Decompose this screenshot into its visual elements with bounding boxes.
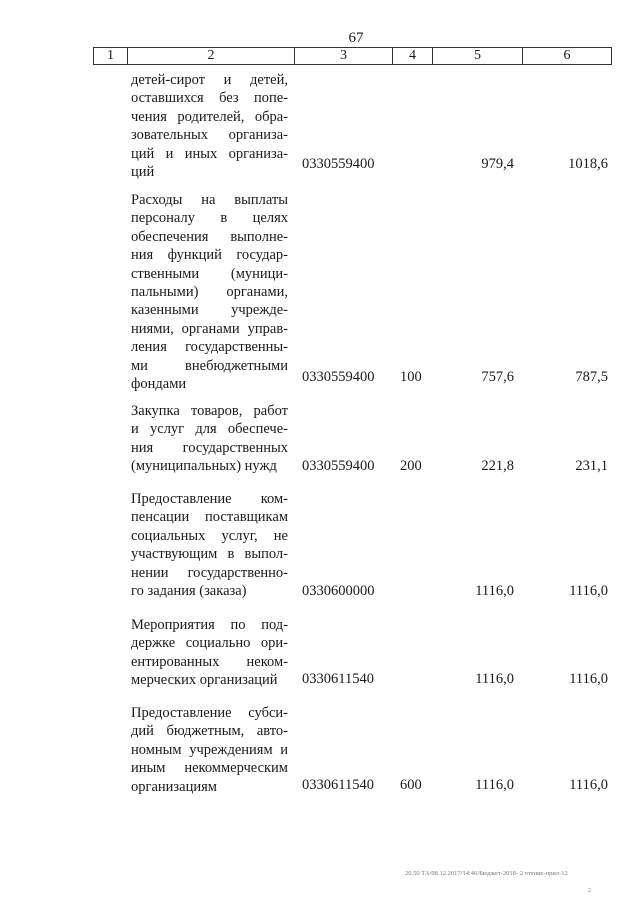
description-line: казенными учрежде- (131, 302, 288, 319)
row-value-col6: 1116,0 (569, 777, 608, 793)
description-line: обеспечения выполне- (131, 228, 288, 245)
description-line: пальными) органами, (131, 284, 288, 301)
description-line: (муниципальных) нужд (131, 458, 277, 475)
row-value-col6: 231,1 (575, 458, 608, 474)
row-value-col5: 221,8 (481, 458, 514, 474)
row-code: 0330559400 (302, 458, 375, 474)
description-line: ственными (муници- (131, 265, 288, 282)
column-header-1: 1 (94, 48, 128, 64)
row-description (131, 402, 288, 476)
description-line: Закупка товаров, работ (131, 403, 288, 419)
description-line: Расходы на выплаты (131, 192, 288, 208)
row-expense-kind: 100 (400, 369, 422, 385)
row-value-col5: 979,4 (481, 156, 514, 172)
description-line: Мероприятия по под- (131, 617, 288, 633)
description-line: ми внебюджетными (131, 357, 288, 374)
description-line: иным некоммерческим (131, 760, 288, 777)
row-description (131, 71, 288, 181)
description-line: ций и иных организа- (131, 145, 288, 162)
description-line: го задания (заказа) (131, 583, 247, 600)
description-line: дий бюджетным, авто- (131, 723, 288, 740)
row-description (131, 704, 288, 796)
description-line: и услуг для обеспече- (131, 421, 288, 438)
row-value-col6: 787,5 (575, 369, 608, 385)
description-line: держке социально ори- (131, 635, 288, 652)
column-header-3: 3 (295, 48, 393, 64)
row-value-col5: 1116,0 (475, 777, 514, 793)
description-line: ния функций государ- (131, 247, 288, 264)
row-description (131, 616, 288, 690)
row-code: 0330559400 (302, 156, 375, 172)
document-stamp: 20.50 ТА/08.12.2017/14:46/Бюджет-2018- 2 чтение-прил-12 (405, 870, 568, 877)
table-column-header (93, 47, 612, 65)
row-value-col5: 757,6 (481, 369, 514, 385)
row-value-col6: 1018,6 (568, 156, 608, 172)
corner-mark: 2 (588, 888, 591, 894)
row-value-col5: 1116,0 (475, 671, 514, 687)
row-code: 0330559400 (302, 369, 375, 385)
row-code: 0330600000 (302, 583, 375, 599)
description-line: фондами (131, 376, 187, 393)
row-description (131, 490, 288, 600)
description-line: ентированных неком- (131, 653, 288, 670)
description-line: детей-сирот и детей, (131, 72, 288, 88)
description-line: социальных услуг, не (131, 527, 288, 544)
description-line: ления государственны- (131, 339, 288, 356)
description-line: Предоставление ком- (131, 491, 288, 507)
description-line: организациям (131, 778, 217, 795)
description-line: ций (131, 164, 155, 181)
description-line: номным учреждениям и (131, 741, 288, 758)
description-line: участвующим в выпол- (131, 546, 288, 563)
row-description (131, 191, 288, 393)
description-line: зовательных организа- (131, 127, 288, 144)
description-line: пенсации поставщикам (131, 509, 288, 526)
page-number: 67 (348, 30, 364, 46)
row-value-col6: 1116,0 (569, 671, 608, 687)
description-line: ниями, органами управ- (131, 320, 288, 337)
description-line: Предоставление субси- (131, 705, 288, 721)
row-value-col6: 1116,0 (569, 583, 608, 599)
description-line: нении государственно- (131, 564, 288, 581)
column-header-5: 5 (433, 48, 523, 64)
row-code: 0330611540 (302, 671, 374, 687)
row-expense-kind: 200 (400, 458, 422, 474)
description-line: персоналу в целях (131, 210, 288, 227)
row-value-col5: 1116,0 (475, 583, 514, 599)
description-line: оставшихся без попе- (131, 90, 288, 107)
row-code: 0330611540 (302, 777, 374, 793)
column-header-4: 4 (393, 48, 433, 64)
description-line: мерческих организаций (131, 672, 278, 689)
description-line: чения родителей, обра- (131, 108, 288, 125)
description-line: ния государственных (131, 439, 288, 456)
row-expense-kind: 600 (400, 777, 422, 793)
column-header-2: 2 (128, 48, 295, 64)
column-header-6: 6 (563, 48, 571, 63)
